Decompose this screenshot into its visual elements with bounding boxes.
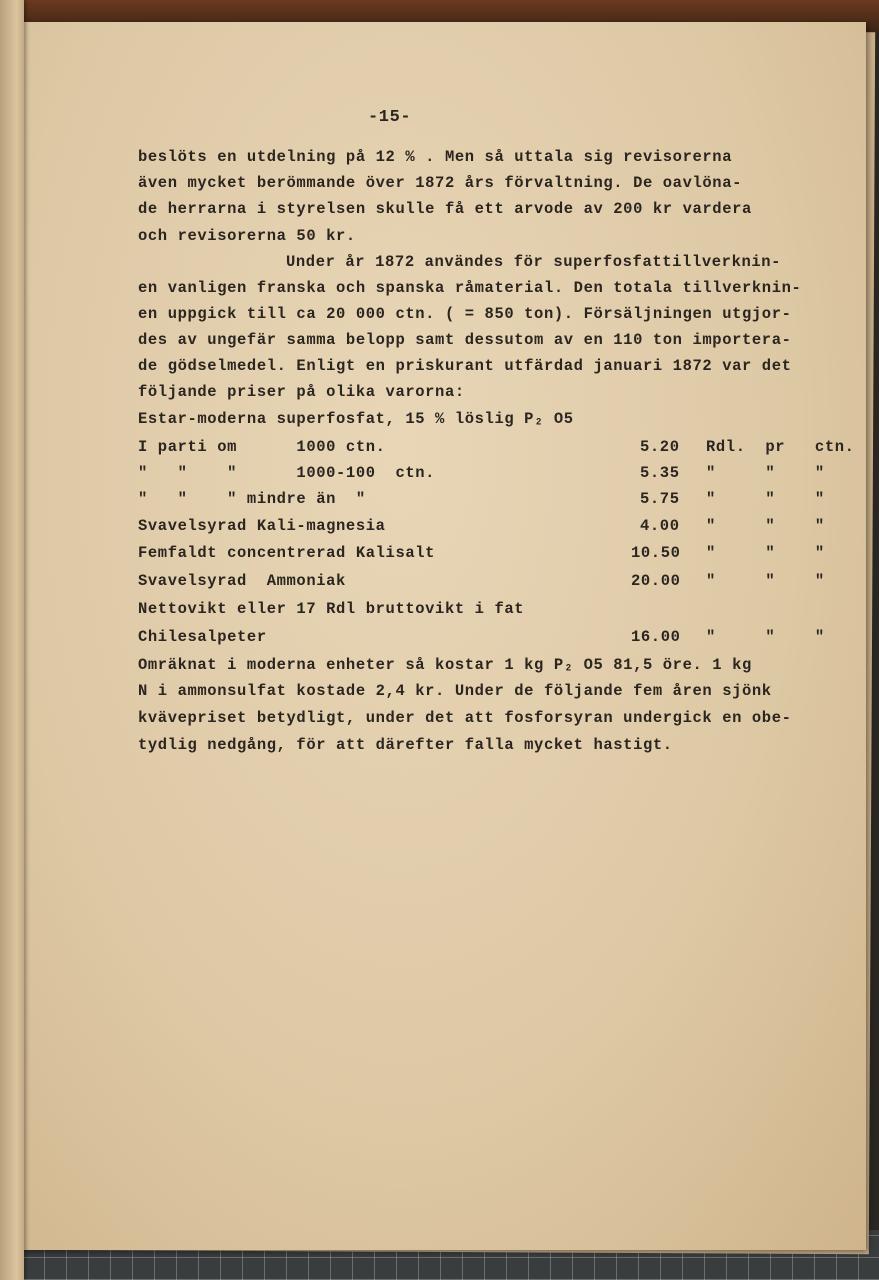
text-line: des av ungefär samma belopp samt dessutom av en 110 ton importera- bbox=[138, 331, 792, 349]
price-row-item: Chilesalpeter bbox=[138, 628, 267, 646]
text-line: följande priser på olika varorna: bbox=[138, 383, 465, 401]
text-line: N i ammonsulfat kostade 2,4 kr. Under de följande fem åren sjönk bbox=[138, 682, 772, 700]
price-row-item: Nettovikt eller 17 Rdl bruttovikt i fat bbox=[138, 600, 525, 618]
price-row-unit: " " " bbox=[706, 490, 825, 508]
price-row-item: " " " mindre än " bbox=[138, 490, 366, 508]
price-row-item: Svavelsyrad Ammoniak bbox=[138, 572, 346, 590]
price-row-item: Femfaldt concentrerad Kalisalt bbox=[138, 544, 436, 562]
price-row-item: " " " 1000-100 ctn. bbox=[138, 464, 436, 482]
price-row-item: I parti om 1000 ctn. bbox=[138, 438, 386, 456]
price-row-price: 5.20 bbox=[640, 438, 680, 456]
product-heading: Estar-moderna superfosfat, 15 % löslig P₂ O5 bbox=[138, 410, 574, 428]
text-line: tydlig nedgång, för att därefter falla mycket hastigt. bbox=[138, 736, 673, 754]
price-row-price: 10.50 bbox=[631, 544, 681, 562]
page-number: -15- bbox=[368, 108, 412, 127]
price-row-price: 20.00 bbox=[631, 572, 681, 590]
price-row-price: 5.35 bbox=[640, 464, 680, 482]
price-row-price: 16.00 bbox=[631, 628, 681, 646]
price-row-unit: " " " bbox=[706, 464, 825, 482]
text-line: Omräknat i moderna enheter så kostar 1 kg P₂ O5 81,5 öre. 1 kg bbox=[138, 656, 752, 674]
text-line: Under år 1872 användes för superfosfattillverknin- bbox=[286, 253, 782, 271]
text-line: en uppgick till ca 20 000 ctn. ( = 850 ton). Försäljningen utgjor- bbox=[138, 305, 792, 323]
price-row-item: Svavelsyrad Kali-magnesia bbox=[138, 517, 386, 535]
price-row-unit: " " " bbox=[706, 544, 825, 562]
text-line: de gödselmedel. Enligt en priskurant utfärdad januari 1872 var det bbox=[138, 357, 792, 375]
text-line: en vanligen franska och spanska råmaterial. Den totala tillverknin- bbox=[138, 279, 802, 297]
price-row-unit: " " " bbox=[706, 517, 825, 535]
price-row-unit: " " " bbox=[706, 572, 825, 590]
price-row-unit: " " " bbox=[706, 628, 825, 646]
price-row-unit: Rdl. pr ctn. bbox=[706, 438, 855, 456]
text-line: beslöts en utdelning på 12 % . Men så uttala sig revisorerna bbox=[138, 148, 733, 166]
price-row-price: 4.00 bbox=[640, 517, 680, 535]
price-row-price: 5.75 bbox=[640, 490, 680, 508]
text-line: de herrarna i styrelsen skulle få ett arvode av 200 kr vardera bbox=[138, 200, 752, 218]
text-line: och revisorerna 50 kr. bbox=[138, 227, 356, 245]
text-line: kvävepriset betydligt, under det att fosforsyran undergick en obe- bbox=[138, 709, 792, 727]
text-line: även mycket berömmande över 1872 års förvaltning. De oavlöna- bbox=[138, 174, 742, 192]
